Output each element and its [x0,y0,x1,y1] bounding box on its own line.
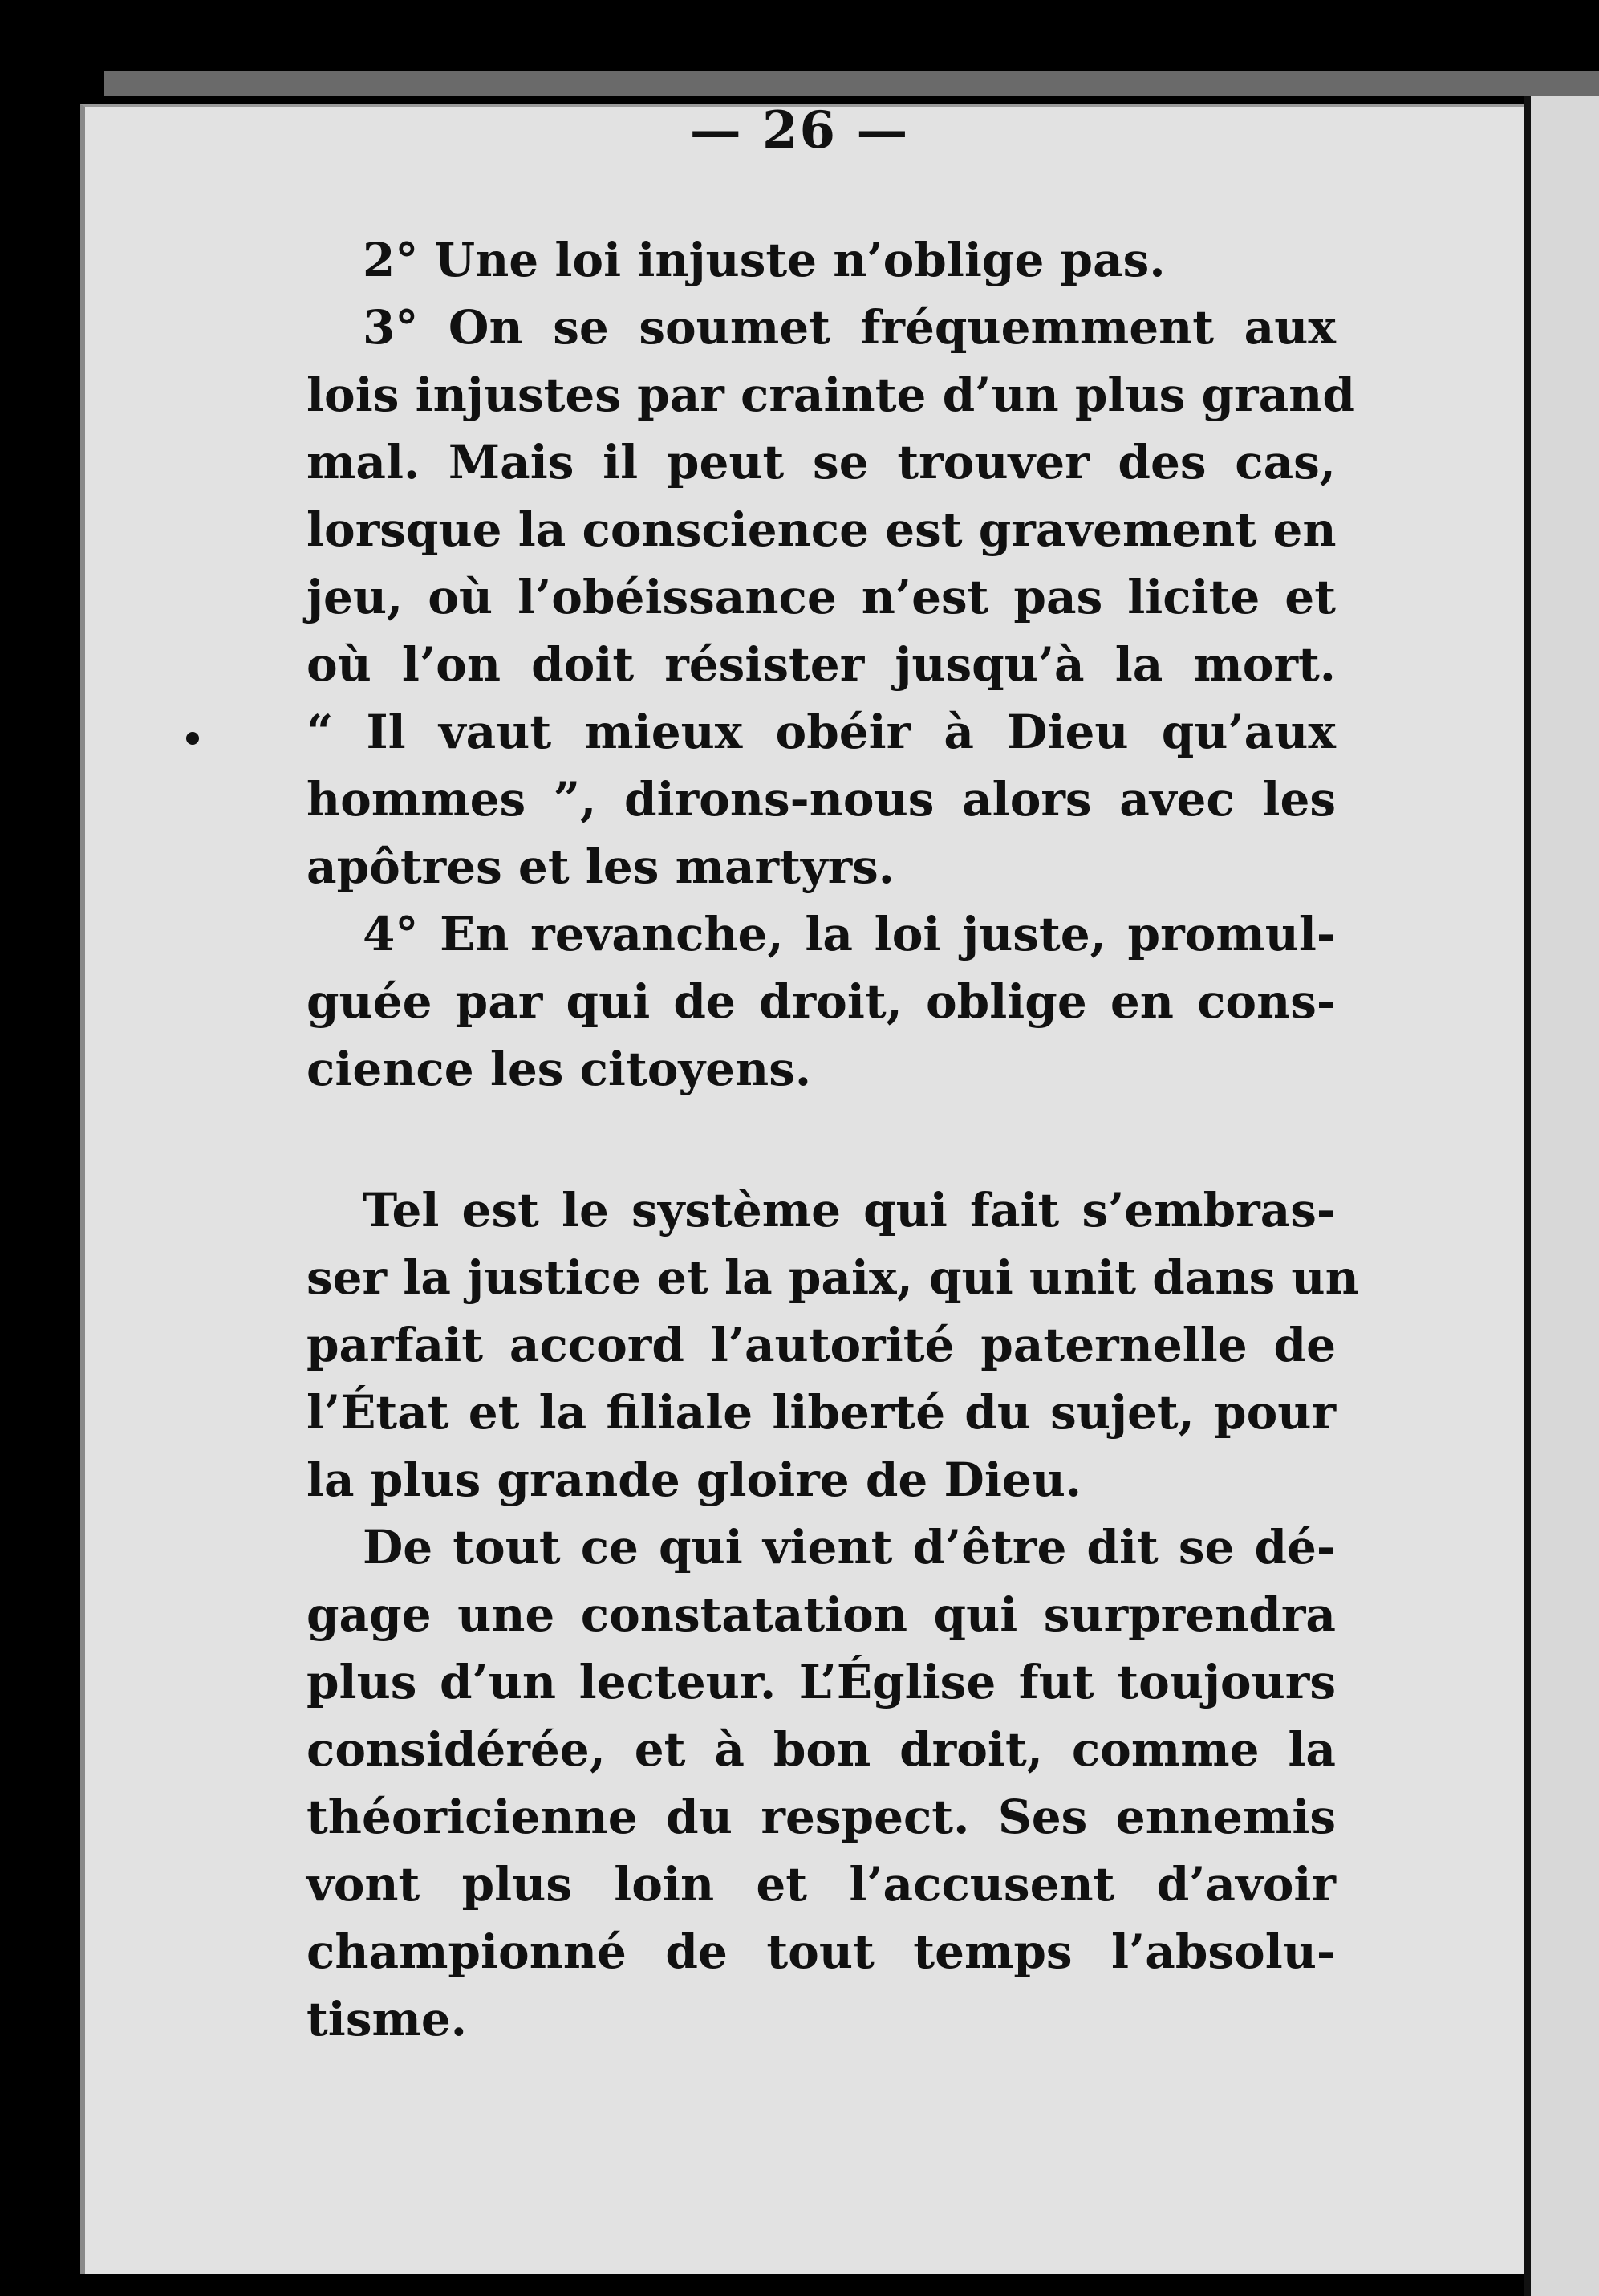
text-line: jeu, où l’obéissance n’est pas licite et [306,570,1336,624]
paragraph-4 [306,1176,1359,1514]
text-line: Tel est le système qui fait s’embras- [363,1183,1336,1237]
text-line: la plus grande gloire de Dieu. [306,1453,1082,1507]
text-line: apôtres et les martyrs. [306,839,895,894]
text-line: ser la justice et la paix, qui unit dans un [306,1250,1359,1305]
paragraph-3 [306,900,1336,1103]
text-line: lois injustes par crainte d’un plus grand [306,368,1355,422]
page-number: — 26 — [689,100,910,161]
text-line: 4° En revanche, la loi juste, promul- [363,907,1336,961]
text-line: 3° On se soumet fréquemment aux [363,300,1336,355]
text-line: “ Il vaut mieux obéir à Dieu qu’aux [306,705,1336,759]
text-line: vont plus loin et l’accusent d’avoir [306,1857,1336,1912]
text-line: l’État et la filiale liberté du sujet, pour [306,1385,1336,1440]
ink-speck [186,732,199,745]
text-line: théoricienne du respect. Ses ennemis [306,1790,1336,1844]
text-line: gage une constatation qui surprendra [306,1587,1336,1642]
text-line: cience les citoyens. [306,1042,812,1096]
text-line: lorsque la conscience est gravement en [306,502,1337,557]
text-line: mal. Mais il peut se trouver des cas, [306,435,1336,490]
body-text [306,226,1359,2053]
text-line: parfait accord l’autorité paternelle de [306,1318,1336,1372]
text-line: hommes ”, dirons-nous alors avec les [306,772,1336,827]
paragraph-5 [306,1514,1336,2053]
page-edge [1524,96,1599,2296]
text-line: plus d’un lecteur. L’Église fut toujours [306,1655,1336,1709]
text-line: guée par qui de droit, oblige en cons- [306,974,1336,1029]
page-top-shadow [104,71,1599,96]
text-line: tisme. [306,1992,467,2046]
paragraph-1 [306,226,1336,294]
section-gap [306,1103,1336,1176]
paragraph-2 [306,294,1355,900]
text-line: 2° Une loi injuste n’oblige pas. [363,233,1166,287]
text-line: De tout ce qui vient d’être dit se dé- [363,1520,1336,1575]
text-line: championné de tout temps l’absolu- [306,1924,1336,1979]
text-line: considérée, et à bon droit, comme la [306,1722,1336,1777]
text-line: où l’on doit résister jusqu’à la mort. [306,637,1336,692]
